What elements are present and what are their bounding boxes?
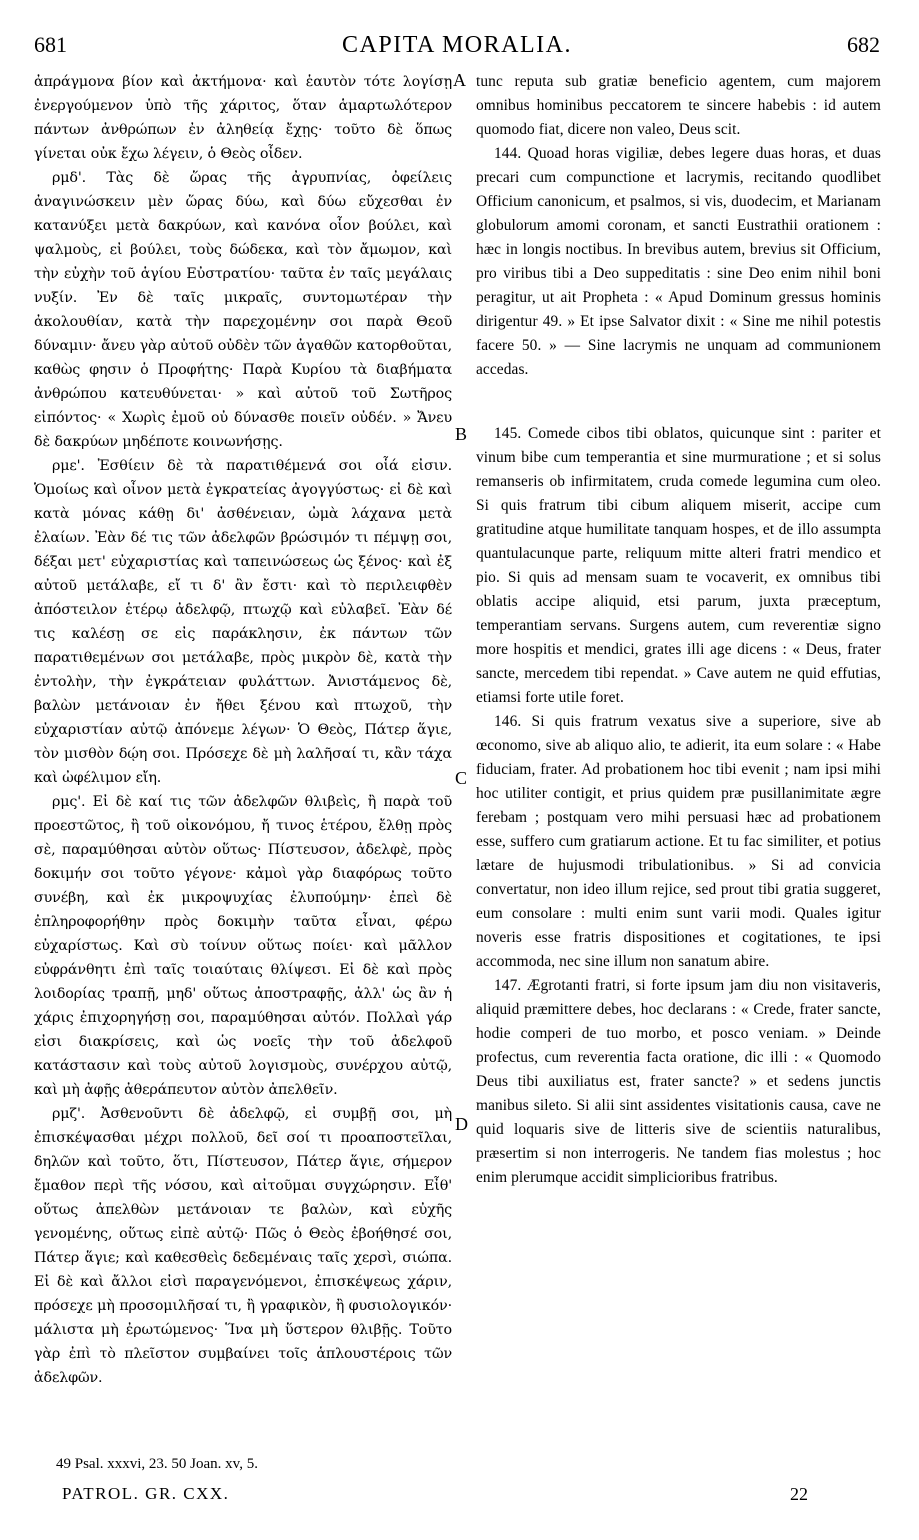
greek-paragraph: ρμζ'. Ἀσθενοῦντι δὲ ἀδελφῷ, εἰ συμβῇ σοι, μὴ ἐπισκέψασθαι μέχρι πολλοῦ, δεῖ σοί τι προαποστεῖλαι, δηλῶν καὶ τοῦτο, ὅτι, Πίστευσον, Πάτερ ἅγιε, σήμερον ἔμαθον περὶ τῆς νόσου, καὶ αἰτοῦμαι συγχώρησιν. Εἶθ' οὕτως ἀπελθὼν μετάνοιαν τε βαλὼν, καὶ εὐχῆς γενομένης, οὕτως εἰπὲ αὐτῷ· Πῶς ὁ Θεὸς ἐβοήθησέ σοι, Πάτερ ἅγιε; καὶ καθεσθεὶς δεδεμέναις ταῖς χερσὶ, σιώπα. Εἰ δὲ καὶ ἄλλοι εἰσὶ παραγενόμενοι, ἐπισκέψεως χάριν, πρόσεχε μὴ προσομιλῆσαί τι, ἢ γραφικὸν, ἢ φυσιολογικόν· μάλιστα μὴ ἐρωτώμενος· Ἵνα μὴ ὕστερον θλιβῇς. Τοῦτο γὰρ ἐπὶ τὸ πλεῖστον συμβαίνει τοῖς ἁπλουστέροις τῶν ἀδελφῶν. xyxy=(34,1106,452,1386)
margin-marker: B xyxy=(455,424,468,444)
latin-paragraph: 144. Quoad horas vigiliæ, debes legere duas horas, et duas precari cum compunctione et lacrymis, recitando quodlibet Officium canonicum, et psalmos, si vis, duodecim, et Marianam globulorum amomi coronam, et sancti Eustrathii orationem : hæc in longis noctibus. In brevibus autem, brevius sit Officium, pro viribus tibi a Deo suppeditatis : sine Deo enim nihil boni peragitur, ut ait Propheta : « Apud Dominum gressus hominis dirigentur 49. » Et ipse Salvator dixit : « Sine me nihil potestis facere 50. » — Sine lacrymis ne unquam ad communionem accedas. xyxy=(476,145,881,378)
latin-paragraph: tunc reputa sub gratiæ beneficio agentem, cum majorem omnibus hominibus peccatorem te sincere habebis : id autem quomodo fiat, dicere non valeo, Deus scit. xyxy=(476,73,881,138)
left-page-number: 681 xyxy=(34,32,67,57)
footnotes: 49 Psal. xxxvi, 23. 50 Joan. xv, 5. xyxy=(56,1456,258,1472)
latin-column xyxy=(476,70,881,1190)
page-header xyxy=(34,32,880,66)
margin-marker: A xyxy=(453,70,466,90)
greek-paragraph: ρμς'. Εἰ δὲ καί τις τῶν ἀδελφῶν θλιβεὶς, ἢ παρὰ τοῦ προεστῶτος, ἢ τοῦ οἰκονόμου, ἤ τινος ἑτέρου, ἔλθῃ πρὸς σὲ, παραμύθησαι αὐτὸν οὕτως· Πίστευσον, ἀδελφὲ, πρὸς δοκιμήν σοι τοῦτο γέγονε· κἀμοὶ γὰρ διαφόρως τοῦτο συνέβη, καὶ ἐκ μικροψυχίας ἐλυπούμην· ἐπεὶ δὲ ἐπληροφορήθην πρὸς δοκιμὴν ταῦτα εἶναι, φέρω εὐχαρίστως. Καὶ σὺ τοίνυν οὕτως ποίει· καὶ μᾶλλον εὐφράνθητι ἐπὶ ταῖς τοιαύταις θλίψεσι. Εἰ δὲ καὶ πρὸς λοιδορίας τραπῇ, μηδ' οὕτως ἀποστραφῇς, ἀλλ' ὡς ἂν ἡ χάρις ἐπιχορηγήσῃ σοι, παραμύθησαι αὐτόν. Πολλαὶ γάρ εἰσι διακρίσεις, καὶ ὡς νοεῖς τὴν τοῦ ἀδελφοῦ κατάστασιν καὶ τοὺς αὐτοῦ λογισμοὺς, συνέρχου αὐτῷ, καὶ μὴ ἀφῇς ἀθεράπευτον αὐτὸν ἀπελθεῖν. xyxy=(34,794,452,1098)
volume-signature: PATROL. GR. CXX. xyxy=(62,1484,230,1503)
greek-paragraph: ρμε'. Ἐσθίειν δὲ τὰ παρατιθέμενά σοι οἷά εἰσιν. Ὁμοίως καὶ οἶνον μετὰ ἐγκρατείας ἀγογγύστως· εἰ δὲ καὶ κατὰ μόνας κάθῃ δι' ἀσθένειαν, ὠμὰ λάχανα μετὰ ἐλαίων. Ἐὰν δέ τις τῶν ἀδελφῶν βρώσιμόν τι πέμψῃ σοι, δέξαι μετ' εὐχαριστίας καὶ ταπεινώσεως ὡς ξένος· καὶ ἐξ αὐτοῦ μετάλαβε, εἴ τι δ' ἂν ἔστι· καὶ τὸ περιλειφθὲν ἀπόστειλον ἑτέρῳ ἀδελφῷ, πτωχῷ καὶ εὐλαβεῖ. Ἐὰν δέ τις καλέσῃ σε εἰς παράκλησιν, ἐκ πάντων τῶν παρατιθεμένων σοι μετάλαβε, πρὸς μικρὸν δὲ, κατὰ τὴν ἐντολὴν, τὴν ἐγκράτειαν φυλάττων. Ἀνιστάμενος δὲ, βαλὼν μετάνοιαν ἐν ἤθει ξένου καὶ πτωχοῦ, τὴν εὐχαριστίαν αὐτῷ ἀπόνεμε λέγων· Ὁ Θεὸς, Πάτερ ἅγιε, τὸν μισθὸν δῴη σοι. Πρόσεχε δὲ μὴ λαλῆσαί τι, κἂν τάχα καὶ ὠφέλιμον εἴη. xyxy=(34,458,452,786)
running-title: CAPITA MORALIA. xyxy=(342,32,572,58)
margin-marker: D xyxy=(455,1114,468,1134)
greek-paragraph: ρμδ'. Τὰς δὲ ὥρας τῆς ἀγρυπνίας, ὀφείλεις ἀναγινώσκειν μὲν ὥρας δύω, καὶ δύω εὔχεσθαι ἐν κατανύξει μετὰ δακρύων, καὶ κανόνα οἷον βούλει, καὶ ψαλμοὺς, εἰ βούλει, τοὺς δώδεκα, καὶ τὸν ἄμωμον, καὶ τὴν εὐχὴν τοῦ ἁγίου Εὐστρατίου· ταῦτα ἐν ταῖς μεγάλαις νυξίν. Ἐν δὲ ταῖς μικραῖς, συντομωτέραν τὴν ἀκολουθίαν, κατὰ τὴν παρεχομένην σοι παρὰ Θεοῦ δύναμιν· ἄνευ γὰρ αὐτοῦ οὐδὲν τῶν ἀγαθῶν κατορθοῦται, καθὼς φησιν ὁ Προφήτης· Παρὰ Κυρίου τὰ διαβήματα ἀνθρώπου κατευθύνεται· » καὶ αὐτοῦ τοῦ Σωτῆρος εἰπόντος· « Χωρὶς ἐμοῦ οὐ δύνασθε ποιεῖν οὐδέν. » Ἄνευ δὲ δακρύων μηδέποτε κοινωνήσῃς. xyxy=(34,170,452,450)
margin-marker: C xyxy=(455,768,468,788)
latin-paragraph: 146. Si quis fratrum vexatus sive a superiore, sive ab œconomo, sive ab aliquo alio, te adierit, ita eum solare : « Habe fiduciam, frater. Ad probationem hoc tibi evenit ; nam ipsi mihi hoc utiliter contigit, et prius quidem præ pusillanimitate ægre ferebam ; postquam vero mihi persuasi hæc ad probationem esse, suffero cum gratiarum actione. Et tu fac similiter, et potius lætare de hujusmodi tribulationibus. » Si ad convicia convertatur, non ideo illum rejice, sed prout tibi gratia suggeret, eum consolare : multi enim sunt varii modi. Quales igitur noveris esse fratris dispositiones et cogitationes, te ipsi accommoda, nec sine illum non sanatum abire. xyxy=(476,713,881,970)
greek-column xyxy=(34,70,452,1390)
latin-paragraph: 147. Ægrotanti fratri, si forte ipsum jam diu non visitaveris, aliquid præmittere debes, hoc declarans : « Crede, frater sancte, hodie comperi de tuo morbo, et posco veniam. » Deinde profectus, cum reverentia facta oratione, dic illi : « Quomodo Deus tibi auxiliatus est, frater sancte? » et sedens junctis manibus sileto. Si alii sint assidentes visitationis causa, cave ne quid loquaris sive de litteris sive de scientiis naturalibus, præsertim si non interrogeris. Ne tandem fias molestus ; hoc enim plerumque accidit simplicioribus fratribus. xyxy=(476,977,881,1186)
sheet-number: 22 xyxy=(790,1484,808,1504)
right-page-number: 682 xyxy=(847,32,880,57)
greek-paragraph: ἀπράγμονα βίον καὶ ἀκτήμονα· καὶ ἑαυτὸν τότε λογίσῃ ἐνεργούμενον ὑπὸ τῆς χάριτος, ὅταν ἁμαρτωλότερον πάντων ἀνθρώπων ἐν ἀληθείᾳ ἔχῃς· τοῦτο δὲ ὅπως γίνεται οὐκ ἔχω λέγειν, ὁ Θεὸς οἶδεν. xyxy=(34,74,452,162)
latin-paragraph: 145. Comede cibos tibi oblatos, quicunque sint : pariter et vinum bibe cum temperantia et sine murmuratione ; et si solus remanseris ob infirmitatem, cruda comede legumina cum oleo. Si quis fratrum tibi cibum aliquem miserit, accipe cum gratitudine atque humilitate tanquam hospes, et de illo assumpta quantulacunque parte, reliquum mitte alteri fratri mendico et pio. Si quis ad mensam suam te vocaverit, ex omnibus tibi oblatis accipe aliquid, etsi parum, juxta præceptum, temperantiam servans. Surgens autem, cum reverentiæ signo more hospitis et mendici, grates illi age dicens : « Deus, frater sancte, mercedem tibi rependat. » Cave autem ne quid effutias, etiamsi forte utile foret. xyxy=(476,425,881,706)
